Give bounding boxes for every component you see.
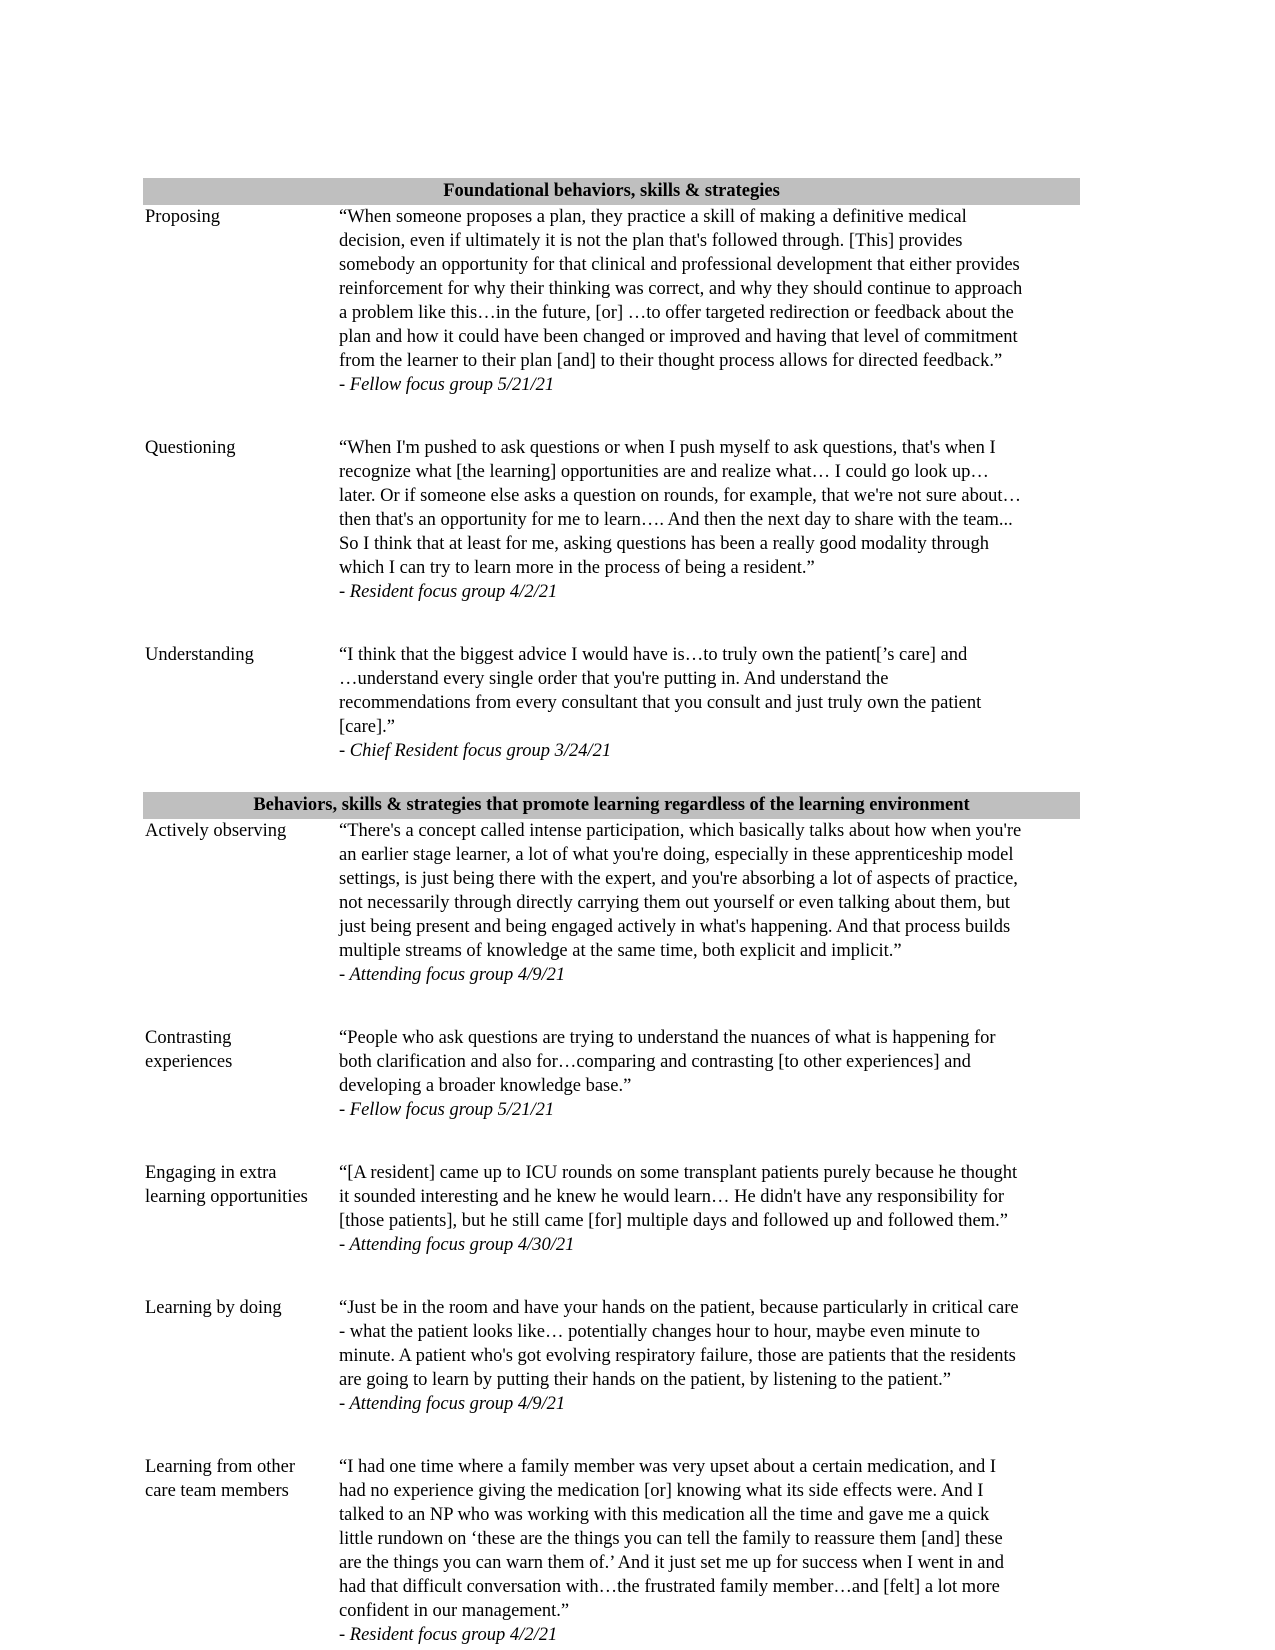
quote-line: decision, even if ultimately it is not the plan that's followed through. [This] provides bbox=[339, 231, 963, 251]
quote-text bbox=[339, 1296, 1080, 1416]
quote-line: confident in our management.” bbox=[339, 1601, 570, 1621]
quote-row bbox=[143, 436, 1080, 604]
quote-line: then that's an opportunity for me to learn…. And then the next day to share with the team... bbox=[339, 510, 1013, 530]
section-header: Behaviors, skills & strategies that promote learning regardless of the learning environment bbox=[143, 792, 1080, 819]
quote-line: [care].” bbox=[339, 717, 395, 737]
quote-row bbox=[143, 643, 1080, 763]
quote-line: “I had one time where a family member was very upset about a certain medication, and I bbox=[339, 1457, 997, 1477]
quote-line: are going to learn by putting their hands on the patient, by listening to the patient.” bbox=[339, 1370, 951, 1390]
theme-label bbox=[143, 205, 339, 397]
theme-label bbox=[143, 1296, 339, 1416]
theme-label-line: experiences bbox=[145, 1052, 233, 1072]
quote-line: it sounded interesting and he knew he would learn… He didn't have any responsibility for bbox=[339, 1187, 1005, 1207]
quote-row bbox=[143, 1026, 1080, 1122]
theme-label bbox=[143, 436, 339, 604]
quote-line: developing a broader knowledge base.” bbox=[339, 1076, 632, 1096]
quote-text bbox=[339, 819, 1080, 987]
quote-line: from the learner to their plan [and] to their thought process allows for directed feedback.” bbox=[339, 351, 1003, 371]
theme-label bbox=[143, 819, 339, 987]
quote-line: plan and how it could have been changed or improved and having that level of commitment bbox=[339, 327, 1018, 347]
quote-line: talked to an NP who was working with this medication all the time and gave me a quick bbox=[339, 1505, 990, 1525]
quote-line: - what the patient looks like… potentially changes hour to hour, maybe even minute to bbox=[339, 1322, 980, 1342]
quote-row bbox=[143, 1296, 1080, 1416]
quote-line: recommendations from every consultant that you consult and just truly own the patient bbox=[339, 693, 982, 713]
quote-line: reinforcement for why their thinking was correct, and why they should continue to approach bbox=[339, 279, 1023, 299]
quote-row bbox=[143, 1455, 1080, 1647]
quote-row bbox=[143, 205, 1080, 397]
section-header: Foundational behaviors, skills & strategies bbox=[143, 178, 1080, 205]
theme-label-line: Actively observing bbox=[145, 821, 287, 841]
quote-line: a problem like this…in the future, [or] …to offer targeted redirection or feedback about the bbox=[339, 303, 1014, 323]
quote-line: which I can try to learn more in the process of being a resident.” bbox=[339, 558, 815, 578]
theme-label bbox=[143, 1161, 339, 1257]
theme-label-line: Engaging in extra bbox=[145, 1163, 277, 1183]
quote-source: - Attending focus group 4/30/21 bbox=[339, 1235, 575, 1255]
quote-line: …understand every single order that you're putting in. And understand the bbox=[339, 669, 889, 689]
quote-line: had no experience giving the medication [or] knowing what its side effects were. And I bbox=[339, 1481, 984, 1501]
quote-line: are the things you can warn them of.’ And it just set me up for success when I went in and bbox=[339, 1553, 1004, 1573]
quote-text bbox=[339, 1026, 1080, 1122]
quote-line: settings, is just being there with the expert, and you're absorbing a lot of aspects of practice, bbox=[339, 869, 1018, 889]
quote-line: little rundown on ‘these are the things you can tell the family to reassure them [and] these bbox=[339, 1529, 1003, 1549]
quote-line: an earlier stage learner, a lot of what you're doing, especially in these apprenticeship model bbox=[339, 845, 1014, 865]
quote-line: later. Or if someone else asks a question on rounds, for example, that we're not sure about… bbox=[339, 486, 1021, 506]
theme-label-line: Understanding bbox=[145, 645, 254, 665]
theme-label-line: Questioning bbox=[145, 438, 236, 458]
quote-line: “When I'm pushed to ask questions or when I push myself to ask questions, that's when I bbox=[339, 438, 996, 458]
theme-label bbox=[143, 643, 339, 763]
quote-line: “There's a concept called intense participation, which basically talks about how when you're bbox=[339, 821, 1022, 841]
quote-line: “People who ask questions are trying to understand the nuances of what is happening for bbox=[339, 1028, 996, 1048]
quote-row bbox=[143, 819, 1080, 987]
quote-line: [those patients], but he still came [for] multiple days and followed up and followed them.” bbox=[339, 1211, 1008, 1231]
quote-line: recognize what [the learning] opportunities are and realize what… I could go look up… bbox=[339, 462, 989, 482]
quote-source: - Attending focus group 4/9/21 bbox=[339, 965, 566, 985]
quote-line: “I think that the biggest advice I would have is…to truly own the patient[’s care] and bbox=[339, 645, 968, 665]
quote-text bbox=[339, 1161, 1080, 1257]
quote-row bbox=[143, 1161, 1080, 1257]
quote-source: - Resident focus group 4/2/21 bbox=[339, 582, 558, 602]
quote-text bbox=[339, 643, 1080, 763]
quote-line: “When someone proposes a plan, they practice a skill of making a definitive medical bbox=[339, 207, 967, 227]
quote-source: - Fellow focus group 5/21/21 bbox=[339, 375, 555, 395]
quote-source: - Fellow focus group 5/21/21 bbox=[339, 1100, 555, 1120]
quote-line: minute. A patient who's got evolving respiratory failure, those are patients that the residents bbox=[339, 1346, 1016, 1366]
quote-source: - Attending focus group 4/9/21 bbox=[339, 1394, 566, 1414]
theme-label-line: care team members bbox=[145, 1481, 289, 1501]
quote-line: “Just be in the room and have your hands on the patient, because particularly in critical care bbox=[339, 1298, 1019, 1318]
quote-line: not necessarily through directly carrying them out yourself or even talking about them, but bbox=[339, 893, 1010, 913]
quote-line: “[A resident] came up to ICU rounds on some transplant patients purely because he thought bbox=[339, 1163, 1018, 1183]
theme-label bbox=[143, 1026, 339, 1122]
quote-line: multiple streams of knowledge at the same time, both explicit and implicit.” bbox=[339, 941, 902, 961]
quote-line: both clarification and also for…comparing and contrasting [to other experiences] and bbox=[339, 1052, 971, 1072]
theme-label-line: Learning from other bbox=[145, 1457, 295, 1477]
quote-line: So I think that at least for me, asking questions has been a really good modality through bbox=[339, 534, 989, 554]
quote-line: had that difficult conversation with…the frustrated family member…and [felt] a lot more bbox=[339, 1577, 1000, 1597]
quote-source: - Resident focus group 4/2/21 bbox=[339, 1625, 558, 1645]
quote-source: - Chief Resident focus group 3/24/21 bbox=[339, 741, 612, 761]
document-page bbox=[143, 178, 1080, 1647]
theme-label-line: Learning by doing bbox=[145, 1298, 282, 1318]
quote-line: somebody an opportunity for that clinical and professional development that either provides bbox=[339, 255, 1020, 275]
quote-text bbox=[339, 1455, 1080, 1647]
theme-label-line: Contrasting bbox=[145, 1028, 232, 1048]
quote-line: just being present and being engaged actively in what's happening. And that process builds bbox=[339, 917, 1011, 937]
quote-text bbox=[339, 205, 1080, 397]
quote-text bbox=[339, 436, 1080, 604]
theme-label-line: learning opportunities bbox=[145, 1187, 308, 1207]
theme-label bbox=[143, 1455, 339, 1647]
theme-label-line: Proposing bbox=[145, 207, 221, 227]
